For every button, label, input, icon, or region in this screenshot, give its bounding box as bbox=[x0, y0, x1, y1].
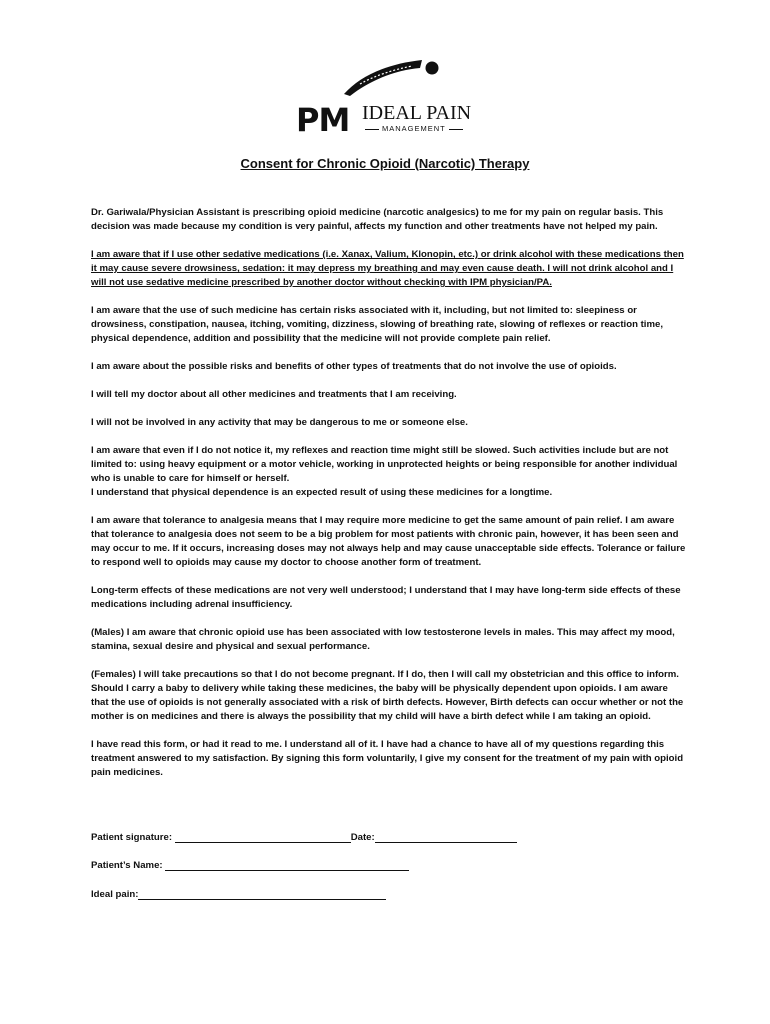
date-label: Date: bbox=[350, 832, 375, 843]
paragraph-males: (Males) I am aware that chronic opioid use has been associated with low testosterone levels in males. This may affect my mood, stamina, sexual desire and physical and sexual performance. bbox=[91, 627, 675, 652]
ideal-pain-management-logo bbox=[296, 54, 476, 139]
paragraph-consent-statement: I have read this form, or had it read to me. I understand all of it. I have had a chance to have all of my questions regarding this treatment answered to my satisfaction. By signing this form voluntarily, I give my consent for the treatment of my pain with opioid pain medicines. bbox=[91, 739, 684, 778]
paragraph-risks: I am aware that the use of such medicine has certain risks associated with it, including, but not limited to: sleepiness or drowsiness, constipation, nausea, itching, vomiting, dizziness, slowing of breathing rate, slowing of reflexes or reaction time, physical dependence, addition and possibility that the medicine will not provide complete pain relief. bbox=[91, 305, 663, 344]
patient-signature-label: Patient signature: bbox=[91, 832, 173, 843]
paragraph-tolerance: I am aware that tolerance to analgesia means that I may require more medicine to get the same amount of pain relief. I am aware that tolerance to analgesia does not seem to be a big problem for most patients with chronic pain, however, it has been seen and may occur to me. If it occurs, increasing doses may not always help and may cause unacceptable side effects. Tolerance or failure to respond well to opioids may cause my doctor to choose another form of treatment. bbox=[91, 515, 686, 568]
logo-swoosh-icon bbox=[340, 54, 440, 98]
paragraph-prescription: Dr. Gariwala/Physician Assistant is prescribing opioid medicine (narcotic analgesics) to me for my pain on regular basis. This decision was made because my condition is very painful, affects my function and other treatments have not helped my pain. bbox=[91, 207, 664, 232]
patient-name-label: Patient’s Name: bbox=[91, 860, 163, 871]
patient-signature-row bbox=[91, 831, 517, 843]
ideal-pain-label: Ideal pain: bbox=[91, 889, 139, 900]
patient-name-field[interactable] bbox=[165, 859, 409, 871]
logo-initials: PM bbox=[296, 101, 350, 139]
date-field[interactable] bbox=[375, 831, 517, 843]
paragraph-sedatives-warning: I am aware that if I use other sedative medications (i.e. Xanax, Valium, Klonopin, etc.) or drink alcohol with these medications then it may cause severe drowsiness, sedation: it may depress my breathing and may even cause death. I will not drink alcohol and I will not use sedative medicine prescribed by another doctor without checking with IPM physician/PA. bbox=[91, 249, 684, 288]
paragraph-long-term-effects: Long-term effects of these medications are not very well understood; I understand that I may have long-term side effects of these medications including adrenal insufficiency. bbox=[91, 585, 681, 610]
paragraph-dangerous-activity: I will not be involved in any activity that may be dangerous to me or someone else. bbox=[91, 417, 468, 428]
patient-name-row bbox=[91, 859, 409, 871]
logo-subtitle: MANAGEMENT bbox=[362, 124, 466, 133]
logo-name: IDEAL PAIN bbox=[362, 102, 472, 124]
paragraph-other-medicines: I will tell my doctor about all other medicines and treatments that I am receiving. bbox=[91, 389, 457, 400]
consent-body bbox=[91, 206, 687, 794]
document-title: Consent for Chronic Opioid (Narcotic) Therapy bbox=[240, 156, 530, 171]
ideal-pain-signature-field[interactable] bbox=[138, 888, 386, 900]
paragraph-alternatives: I am aware about the possible risks and benefits of other types of treatments that do not involve the use of opioids. bbox=[91, 361, 617, 372]
patient-signature-field[interactable] bbox=[175, 831, 351, 843]
paragraph-females: (Females) I will take precautions so that I do not become pregnant. If I do, then I will call my obstetrician and this office to inform. Should I carry a baby to delivery while taking these medicines, the baby will be physically dependent upon opioids. I am aware that the use of opioids is not generally associated with a risk of birth defects. However, Birth defects can occur whether or not the mother is on medicines and there is always the possibility that my child will have a birth defect while I am taking an opioid. bbox=[91, 669, 684, 722]
paragraph-reflexes: I am aware that even if I do not notice it, my reflexes and reaction time might still be slowed. Such activities include but are not limited to: using heavy equipment or a motor vehicle, working in unprotected heights or being responsible for another individual who is unable to care for himself or herself. I understand that physical dependence is an expected result of using these medicines for a longtime. bbox=[91, 445, 678, 498]
ideal-pain-row bbox=[91, 888, 386, 900]
